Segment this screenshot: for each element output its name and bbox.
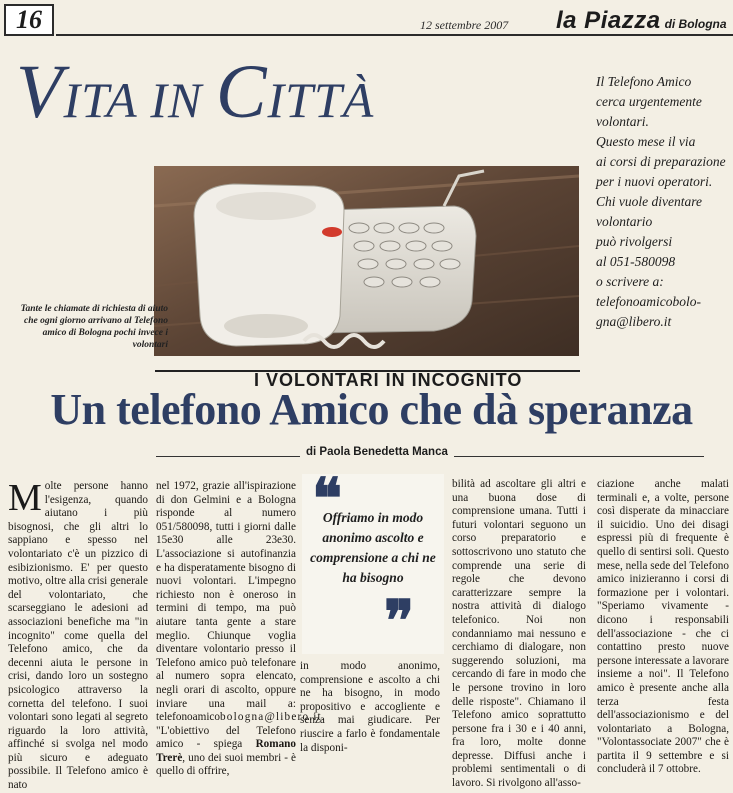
issue-date: 12 settembre 2007 [420,18,509,32]
newspaper-logo [556,7,727,35]
column-4-text: bilità ad ascoltare gli altri e una buona dose di comprensione umana. Tutti i futuri volontari seguono un corso preparatorio e sottoscrivono uno statuto che comprende una serie di regole che devono caratterizzare sempre la nostra attività di dialogo telefonico. Noi non condanniamo mai nessuno e cerchiamo di dialogare, non suggerendo soluzioni, ma cercando di fare in modo che le persone trovino in loro delle risposte". Chiamano il Telefono amico soprattutto persone fra i 30 e i 40 anni, fra loro, molte donne depresse. Diffusi anche i problemi sentimentali o di lavoro. Si rivolgono all'asso- [452,478,586,790]
email-address: bologna@libero.it. [220,711,326,724]
column-2-quote-rest: , uno dei suoi membri - è quello di offrire, [156,751,296,778]
sidebar-line: Questo mese il via [596,134,696,149]
sidebar-line: ai corsi di preparazione [596,154,726,169]
close-quote-icon: ❞ [384,591,415,653]
article-kicker: I VOLONTARI IN INCOGNITO [254,370,523,390]
section-title-word1: ITA [63,72,137,128]
sidebar-line: può rivolgersi [596,234,673,249]
sidebar-line: o scrivere a: [596,274,664,289]
sidebar-notice [596,72,731,332]
sidebar-line: al 051-580098 [596,254,676,269]
drop-cap: M [8,477,42,519]
column-1-text: olte persone hanno l'esigenza, quando aiutano i più bisognosi, che gli altri lo sappiano e spesso nel volontariato c'è un pizzico di esibizionismo. E' per questo motivo, oltre alla crisi generale del volontariato, che scarseggiano le adesioni ad associazioni benefiche ma "in incognito" come quella del Telefono amico, che da decenni aiuta le persone in crisi, dando loro un sostegno psicologico attraverso la cornetta del telefono. I suoi volontari sono legati al segreto riguardo la loro attività, affinché si svolga nel modo più sicuro e adeguato possibile. Il Telefono amico è nato [8,480,148,792]
section-title-cap-v: V [16,50,64,134]
column-5-text: ciazione anche malati terminali e, a volte, persone così disperate da minacciare il suicidio. Uno dei disagi espressi più di frequente è quello di sentirsi soli. Questo mese, nella sede del Telefono amico inizieranno i corsi di formazione per i volontari. "Speriamo vivamente - dicono i responsabili dell'associazione - che ci contattino presto nuove persone interessate a lavorare insieme a noi". Il Telefono amico è presente anche alla terza festa dell'associazionismo e del volontariato a Bologna, "Volontassociate 2007" che è partita il 9 settembre e si concluderà il 7 ottobre. [597,478,730,776]
sidebar-line: per i nuovi operatori. [596,174,713,189]
article-column-1 [8,477,148,793]
sidebar-line: telefonoamicobolo- [596,294,701,309]
photo-caption: Tante le chiamate di richiesta di aiuto che ogni giorno arrivano al Telefono amico di Bologna pochi invece i volontari [20,304,168,350]
section-title-cap-c: C [215,50,268,134]
section-title [16,50,375,134]
section-title-word2: IN [150,72,203,128]
column-3-text: in modo anonimo, comprensione e ascolto a chi ne ha bisogno, in modo propositivo e accogliente e senza mai giudicare. Per riuscire a farlo è fondamentale la disponi- [300,660,440,754]
sidebar-line: cerca urgentemente [596,94,702,109]
section-title-word3: ITTÀ [267,72,375,128]
newspaper-city: di Bologna [664,17,727,31]
interviewee-name: Romano Trerè [156,738,296,764]
article-column-5 [597,478,729,777]
article-headline: Un telefono Amico che dà speranza [50,385,693,434]
pull-quote [302,469,444,654]
column-2-quote-intro: "L'obiettivo del Telefono amico - spiega [156,724,296,751]
open-quote-icon: ❝ [312,469,343,531]
sidebar-line: Il Telefono Amico [596,74,692,89]
newspaper-name: la Piazza [556,7,661,34]
article-column-4 [452,478,586,791]
article-column-3 [300,660,440,755]
sidebar-line: Chi vuole diventare [596,194,702,209]
sidebar-line: volontario [596,214,653,229]
pull-quote-text: Offriamo in modo anonimo ascolto e comprensione a chi ne ha bisogno [310,510,436,585]
article-byline: di Paola Benedetta Manca [300,446,454,458]
article-column-2 [156,480,326,779]
column-2-text: nel 1972, grazie all'ispirazione di don Gelmini e a Bologna risponde al numero 051/580098, tutti i giorni dalle 15e30 alle 23e30. L'associazione si autofinanzia e ha disperatamente bisogno di nuovi volontari. L'impegno richiesto non è oneroso in termini di tempo, ma può aiutare tanta gente a stare meglio. Chiunque voglia diventare volontario presso il Telefono amico può telefonare al numero sopra elencato, negli orari di ascolto, oppure inviare una mail a: telefonoamico [156,480,296,724]
telephone-illustration [154,166,579,356]
page-number: 16 [4,4,54,36]
sidebar-line: gna@libero.it [596,314,672,329]
telephone-photo [154,166,579,356]
sidebar-line: volontari. [596,114,649,129]
